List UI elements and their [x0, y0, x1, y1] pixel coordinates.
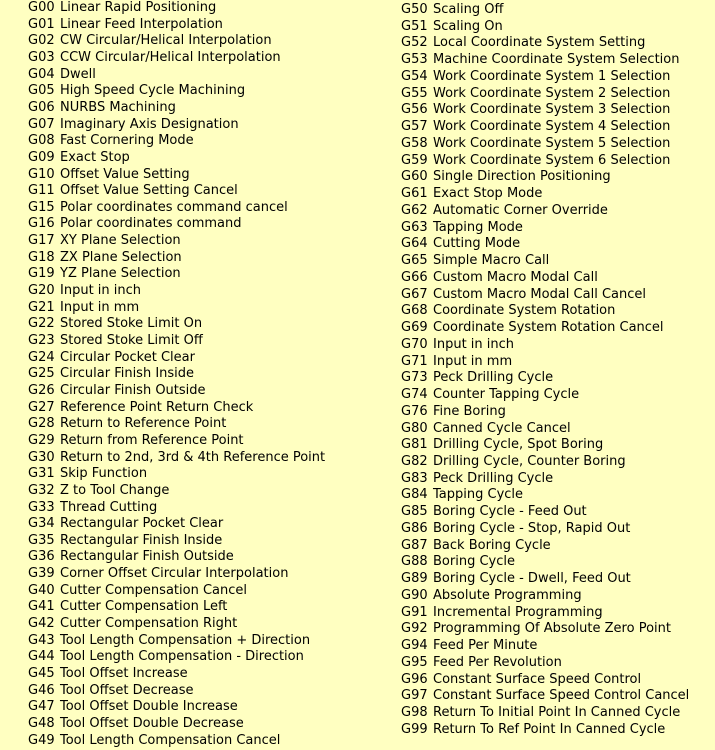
gcode-code: G44	[28, 649, 55, 665]
gcode-code: G42	[28, 616, 55, 632]
gcode-row	[401, 19, 503, 35]
gcode-code: G39	[28, 566, 55, 582]
gcode-description: Automatic Corner Override	[433, 202, 608, 218]
gcode-row	[401, 337, 514, 353]
gcode-code: G68	[401, 303, 428, 319]
gcode-description: Return to Reference Point	[60, 416, 227, 432]
gcode-description: Work Coordinate System 6 Selection	[433, 152, 671, 168]
gcode-code: G63	[401, 219, 428, 235]
gcode-description: CW Circular/Helical Interpolation	[60, 33, 272, 49]
gcode-description: Input in mm	[433, 353, 513, 369]
gcode-row	[401, 69, 670, 85]
gcode-description: Work Coordinate System 4 Selection	[433, 119, 671, 135]
gcode-row	[401, 203, 608, 219]
gcode-code: G40	[28, 582, 55, 598]
gcode-description: Return To Initial Point In Canned Cycle	[433, 705, 681, 721]
gcode-row	[28, 17, 223, 33]
gcode-code: G66	[401, 269, 428, 285]
gcode-row	[401, 421, 571, 437]
gcode-description: Input in inch	[60, 283, 142, 299]
gcode-code: G17	[28, 233, 55, 249]
gcode-code: G11	[28, 183, 55, 199]
gcode-row	[28, 533, 222, 549]
gcode-code: G43	[28, 632, 55, 648]
gcode-code: G85	[401, 504, 428, 520]
gcode-code: G56	[401, 102, 428, 118]
gcode-description: ZX Plane Selection	[60, 249, 182, 265]
gcode-row	[28, 50, 281, 66]
gcode-description: Circular Finish Inside	[60, 366, 195, 382]
gcode-row	[401, 688, 689, 704]
gcode-row	[28, 566, 288, 582]
gcode-row	[401, 655, 562, 671]
gcode-code: G16	[28, 216, 55, 232]
gcode-code: G97	[401, 688, 428, 704]
gcode-code: G51	[401, 18, 428, 34]
gcode-description: Stored Stoke Limit On	[60, 316, 203, 332]
gcode-description: Feed Per Revolution	[433, 654, 562, 670]
gcode-description: Constant Surface Speed Control	[433, 671, 642, 687]
gcode-description: Local Coordinate System Setting	[433, 35, 646, 51]
gcode-description: Coordinate System Rotation Cancel	[433, 320, 664, 336]
gcode-code: G01	[28, 16, 55, 32]
gcode-row	[401, 236, 520, 252]
gcode-row	[401, 705, 680, 721]
gcode-code: G02	[28, 33, 55, 49]
gcode-description: Exact Stop	[60, 149, 130, 165]
gcode-description: Feed Per Minute	[433, 638, 538, 654]
gcode-description: Work Coordinate System 5 Selection	[433, 135, 671, 151]
gcode-row	[401, 504, 587, 520]
gcode-row	[401, 387, 579, 403]
gcode-row	[28, 150, 130, 166]
gcode-row	[28, 216, 242, 232]
gcode-code: G62	[401, 202, 428, 218]
gcode-row	[401, 270, 598, 286]
gcode-description: Coordinate System Rotation	[433, 303, 616, 319]
gcode-code: G74	[401, 387, 428, 403]
gcode-code: G06	[28, 99, 55, 115]
gcode-code: G21	[28, 299, 55, 315]
gcode-description: Custom Macro Modal Call Cancel	[433, 286, 646, 302]
gcode-row	[401, 153, 670, 169]
gcode-description: Return to 2nd, 3rd & 4th Reference Point	[60, 449, 326, 465]
gcode-row	[28, 616, 237, 632]
gcode-row	[401, 2, 503, 18]
gcode-code: G35	[28, 532, 55, 548]
gcode-code: G00	[28, 0, 55, 15]
gcode-description: Fine Boring	[433, 403, 506, 419]
gcode-description: Counter Tapping Cycle	[433, 387, 580, 403]
gcode-row	[401, 253, 549, 269]
gcode-code: G83	[401, 470, 428, 486]
gcode-description: Thread Cutting	[60, 499, 158, 515]
gcode-row	[28, 300, 139, 316]
gcode-code: G99	[401, 721, 428, 737]
gcode-code: G09	[28, 149, 55, 165]
gcode-code: G95	[401, 654, 428, 670]
gcode-row	[28, 383, 206, 399]
gcode-code: G08	[28, 133, 55, 149]
gcode-code: G31	[28, 466, 55, 482]
gcode-description: Canned Cycle Cancel	[433, 420, 571, 436]
gcode-code: G50	[401, 2, 428, 17]
gcode-row	[28, 250, 182, 266]
gcode-description: Work Coordinate System 2 Selection	[433, 85, 671, 101]
gcode-row	[401, 86, 670, 102]
gcode-description: Tool Offset Decrease	[60, 682, 194, 698]
gcode-code: G49	[28, 732, 55, 748]
gcode-description: Cutting Mode	[433, 236, 521, 252]
gcode-description: Skip Function	[60, 466, 148, 482]
gcode-description: Tool Offset Increase	[60, 666, 188, 681]
gcode-row	[401, 471, 553, 487]
gcode-code: G23	[28, 333, 55, 348]
gcode-row	[28, 266, 181, 282]
gcode-row	[401, 136, 670, 152]
gcode-row	[28, 350, 195, 366]
gcode-code: G64	[401, 236, 428, 252]
gcode-code: G29	[28, 432, 55, 448]
gcode-row	[401, 35, 645, 51]
gcode-description: Corner Offset Circular Interpolation	[60, 566, 289, 582]
gcode-description: Rectangular Finish Inside	[60, 532, 223, 548]
gcode-code: G41	[28, 599, 55, 615]
gcode-description: Exact Stop Mode	[433, 186, 543, 202]
gcode-row	[28, 366, 194, 382]
gcode-description: Offset Value Setting	[60, 166, 190, 182]
gcode-description: Stored Stoke Limit Off	[60, 333, 203, 348]
gcode-code: G48	[28, 715, 55, 731]
gcode-row	[28, 733, 280, 749]
gcode-row	[28, 416, 226, 432]
gcode-description: Work Coordinate System 3 Selection	[433, 102, 671, 118]
gcode-code: G81	[401, 437, 428, 453]
gcode-description: Drilling Cycle, Counter Boring	[433, 453, 626, 469]
gcode-row	[28, 33, 272, 49]
gcode-row	[28, 233, 181, 249]
gcode-row	[28, 133, 194, 149]
gcode-description: Imaginary Axis Designation	[60, 116, 239, 132]
gcode-description: Constant Surface Speed Control Cancel	[433, 688, 690, 704]
gcode-row	[28, 400, 253, 416]
gcode-row	[28, 83, 245, 99]
gcode-description: Peck Drilling Cycle	[433, 370, 554, 386]
gcode-code: G67	[401, 286, 428, 302]
gcode-row	[28, 450, 325, 466]
gcode-code: G27	[28, 399, 55, 415]
gcode-description: XY Plane Selection	[60, 233, 181, 249]
gcode-code: G82	[401, 453, 428, 469]
gcode-code: G88	[401, 554, 428, 570]
gcode-description: Cutter Compensation Right	[60, 616, 238, 632]
gcode-row	[401, 52, 679, 68]
gcode-code: G70	[401, 336, 428, 352]
gcode-description: Circular Pocket Clear	[60, 349, 195, 365]
gcode-code: G34	[28, 516, 55, 532]
gcode-description: Offset Value Setting Cancel	[60, 183, 238, 199]
gcode-description: Linear Feed Interpolation	[60, 16, 223, 32]
gcode-code: G52	[401, 35, 428, 51]
gcode-description: Scaling Off	[433, 2, 504, 17]
gcode-description: Tool Length Compensation Cancel	[60, 732, 281, 748]
gcode-row	[401, 454, 626, 470]
gcode-code: G07	[28, 116, 55, 132]
gcode-row	[401, 303, 615, 319]
gcode-row	[28, 0, 216, 16]
gcode-description: NURBS Machining	[60, 99, 176, 115]
gcode-row	[401, 487, 523, 503]
gcode-code: G46	[28, 682, 55, 698]
gcode-row	[401, 220, 523, 236]
gcode-code: G84	[401, 487, 428, 503]
gcode-row	[28, 466, 147, 482]
gcode-row	[401, 404, 506, 420]
gcode-description: Boring Cycle - Stop, Rapid Out	[433, 520, 631, 536]
gcode-row	[28, 483, 169, 499]
gcode-row	[401, 287, 646, 303]
gcode-code: G71	[401, 353, 428, 369]
gcode-code: G73	[401, 370, 428, 386]
gcode-description: Boring Cycle - Dwell, Feed Out	[433, 571, 631, 587]
gcode-code: G87	[401, 537, 428, 553]
gcode-description: Rectangular Finish Outside	[60, 549, 234, 565]
gcode-description: Work Coordinate System 1 Selection	[433, 68, 671, 84]
gcode-row	[401, 571, 631, 587]
gcode-code: G24	[28, 349, 55, 365]
gcode-description: Return from Reference Point	[60, 432, 244, 448]
gcode-code: G54	[401, 68, 428, 84]
gcode-row	[28, 183, 238, 199]
gcode-code: G61	[401, 186, 428, 202]
gcode-row	[28, 549, 234, 565]
gcode-code: G96	[401, 671, 428, 687]
gcode-row	[28, 333, 203, 349]
gcode-description: Polar coordinates command	[60, 216, 242, 232]
gcode-row	[28, 500, 157, 516]
gcode-row	[401, 672, 641, 688]
gcode-row	[401, 119, 670, 135]
gcode-row	[401, 638, 537, 654]
gcode-row	[401, 354, 512, 370]
gcode-description: Single Direction Positioning	[433, 169, 611, 185]
gcode-description: Linear Rapid Positioning	[60, 0, 217, 15]
gcode-description: Incremental Programming	[433, 604, 603, 620]
gcode-code: G80	[401, 420, 428, 436]
gcode-description: CCW Circular/Helical Interpolation	[60, 49, 281, 65]
gcode-description: Boring Cycle - Feed Out	[433, 504, 587, 520]
gcode-description: Cutter Compensation Cancel	[60, 582, 247, 598]
gcode-row	[401, 722, 665, 738]
gcode-code: G10	[28, 166, 55, 182]
gcode-code: G33	[28, 499, 55, 515]
gcode-description: Rectangular Pocket Clear	[60, 516, 224, 532]
gcode-code: G30	[28, 449, 55, 465]
gcode-row	[401, 320, 664, 336]
gcode-row	[401, 521, 630, 537]
gcode-code: G20	[28, 283, 55, 299]
gcode-description: YZ Plane Selection	[60, 266, 181, 282]
gcode-description: Peck Drilling Cycle	[433, 470, 554, 486]
gcode-row	[28, 599, 227, 615]
gcode-description: Fast Cornering Mode	[60, 133, 194, 149]
gcode-row	[401, 169, 611, 185]
gcode-code: G90	[401, 587, 428, 603]
gcode-row	[401, 437, 603, 453]
gcode-row	[28, 516, 223, 532]
gcode-row	[28, 699, 238, 715]
gcode-code: G05	[28, 83, 55, 99]
gcode-code: G32	[28, 482, 55, 498]
gcode-code: G89	[401, 571, 428, 587]
gcode-code: G22	[28, 316, 55, 332]
gcode-code: G94	[401, 638, 428, 654]
gcode-code: G26	[28, 382, 55, 398]
gcode-description: Scaling On	[433, 18, 503, 34]
gcode-description: Input in inch	[433, 336, 515, 352]
gcode-row	[401, 102, 670, 118]
gcode-description: Tool Length Compensation + Direction	[60, 632, 311, 648]
gcode-code: G91	[401, 604, 428, 620]
gcode-description: Tapping Cycle	[433, 487, 524, 503]
gcode-code: G53	[401, 52, 428, 68]
gcode-row	[401, 588, 582, 604]
gcode-description: Cutter Compensation Left	[60, 599, 228, 615]
gcode-row	[28, 200, 288, 216]
gcode-code: G86	[401, 520, 428, 536]
gcode-description: Tapping Mode	[433, 219, 523, 235]
gcode-description: Machine Coordinate System Selection	[433, 52, 680, 68]
gcode-code: G03	[28, 49, 55, 65]
gcode-row	[28, 117, 239, 133]
gcode-code: G18	[28, 249, 55, 265]
gcode-code: G76	[401, 403, 428, 419]
gcode-description: Absolute Programming	[433, 587, 582, 603]
gcode-description: Dwell	[60, 66, 96, 82]
gcode-description: Simple Macro Call	[433, 253, 550, 269]
gcode-row	[401, 605, 603, 621]
gcode-row	[28, 716, 244, 732]
gcode-description: Custom Macro Modal Call	[433, 269, 598, 285]
gcode-row	[28, 649, 304, 665]
gcode-code: G60	[401, 169, 428, 185]
gcode-row	[28, 633, 310, 649]
gcode-row	[28, 67, 96, 83]
gcode-code: G98	[401, 705, 428, 721]
gcode-description: Programming Of Absolute Zero Point	[433, 621, 671, 637]
gcode-row	[401, 538, 551, 554]
gcode-row	[28, 100, 176, 116]
gcode-row	[401, 621, 671, 637]
gcode-code: G36	[28, 549, 55, 565]
gcode-row	[401, 370, 553, 386]
gcode-row	[28, 433, 244, 449]
gcode-description: Reference Point Return Check	[60, 399, 254, 415]
gcode-description: High Speed Cycle Machining	[60, 83, 246, 99]
gcode-code: G45	[28, 666, 55, 681]
gcode-row	[28, 316, 202, 332]
gcode-description: Boring Cycle	[433, 554, 515, 570]
gcode-description: Input in mm	[60, 299, 140, 315]
gcode-code: G25	[28, 366, 55, 382]
gcode-code: G28	[28, 416, 55, 432]
gcode-description: Circular Finish Outside	[60, 382, 206, 398]
gcode-code: G47	[28, 699, 55, 715]
gcode-row	[28, 683, 194, 699]
gcode-row	[28, 666, 188, 682]
gcode-code: G19	[28, 266, 55, 282]
gcode-code: G92	[401, 621, 428, 637]
gcode-code: G55	[401, 85, 428, 101]
gcode-code: G57	[401, 119, 428, 135]
gcode-description: Z to Tool Change	[60, 482, 170, 498]
gcode-description: Back Boring Cycle	[433, 537, 551, 553]
gcode-code: G59	[401, 152, 428, 168]
gcode-code: G65	[401, 253, 428, 269]
gcode-description: Tool Length Compensation - Direction	[60, 649, 304, 665]
gcode-description: Tool Offset Double Decrease	[60, 715, 244, 731]
gcode-code: G58	[401, 135, 428, 151]
gcode-code: G15	[28, 199, 55, 215]
gcode-row	[28, 583, 247, 599]
gcode-description: Tool Offset Double Increase	[60, 699, 238, 715]
gcode-description: Polar coordinates command cancel	[60, 199, 288, 215]
gcode-code: G69	[401, 320, 428, 336]
gcode-row	[28, 167, 190, 183]
gcode-description: Drilling Cycle, Spot Boring	[433, 437, 604, 453]
gcode-code: G04	[28, 66, 55, 82]
gcode-description: Return To Ref Point In Canned Cycle	[433, 721, 666, 737]
gcode-row	[401, 554, 515, 570]
gcode-row	[28, 283, 141, 299]
gcode-row	[401, 186, 542, 202]
